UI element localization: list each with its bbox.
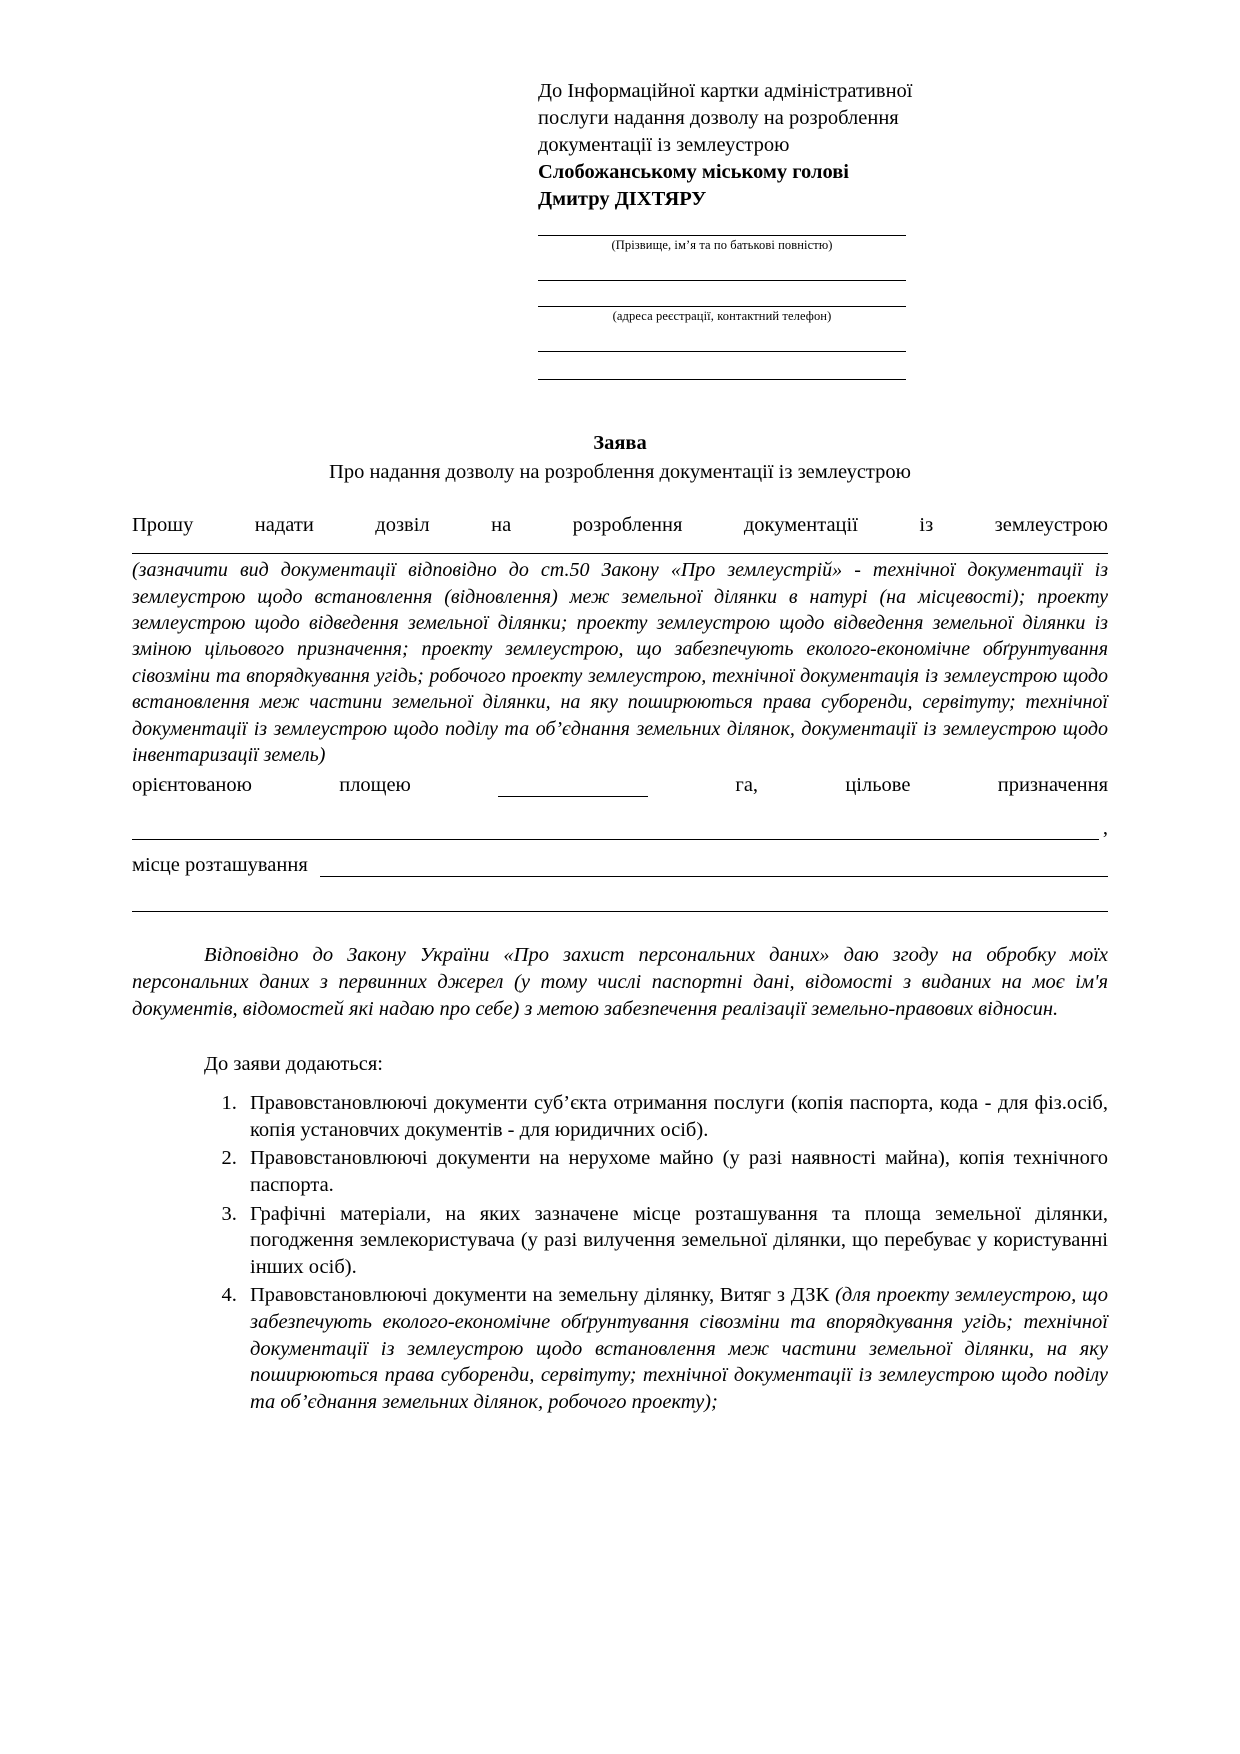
request-line: Прошу надати дозвіл на розроблення документації із землеустрою bbox=[132, 514, 1108, 537]
list-item bbox=[242, 1201, 1108, 1281]
header-line-2: послуги надання дозволу на розроблення bbox=[538, 107, 899, 130]
purpose-label-2: призначення bbox=[997, 774, 1109, 797]
area-unit: га, bbox=[735, 774, 759, 797]
purpose-value-field[interactable] bbox=[132, 820, 1099, 840]
attachment-text: Графічні матеріали, на яких зазначене місце розташування та площа земельної ділянки, погодження землекористувача (у разі вилучення земельної ділянки, що перебуває у користуванні інших осіб). bbox=[250, 1202, 1108, 1278]
area-value-field[interactable] bbox=[498, 778, 648, 797]
area-label-2: площею bbox=[339, 774, 411, 797]
location-label: місце розташування bbox=[132, 854, 308, 877]
area-label-1: орієнтованою bbox=[132, 774, 252, 797]
doc-type-field[interactable] bbox=[132, 553, 1108, 554]
location-row-2 bbox=[132, 891, 1108, 911]
applicant-address-caption: (адреса реєстрації, контактний телефон) bbox=[612, 309, 832, 324]
applicant-name-field-2[interactable] bbox=[538, 280, 1108, 281]
addressee-block bbox=[538, 78, 1108, 213]
location-field-2[interactable] bbox=[132, 891, 1108, 911]
purpose-label-1: цільове bbox=[845, 774, 911, 797]
addressee-person-line: Дмитру ДІХТЯРУ bbox=[538, 188, 707, 211]
attachments-heading: До заяви додаються: bbox=[204, 1052, 383, 1075]
list-item bbox=[242, 1282, 1108, 1415]
location-field[interactable] bbox=[320, 857, 1108, 877]
list-item bbox=[242, 1090, 1108, 1143]
header-line-3: документації із землеустрою bbox=[538, 134, 790, 157]
attachment-text: Правовстановлюючі документи на земельну ділянку, Витяг з ДЗК bbox=[250, 1284, 836, 1307]
attachment-text: Правовстановлюючі документи на нерухоме майно (у разі наявності майна), копія технічного паспорта. bbox=[250, 1147, 1108, 1196]
applicant-address-field-2[interactable] bbox=[538, 351, 1108, 352]
document-subtitle: Про надання дозволу на розроблення документації із землеустрою bbox=[329, 461, 911, 484]
applicant-address-field-3[interactable] bbox=[538, 379, 1108, 380]
purpose-value-row bbox=[132, 817, 1108, 840]
personal-data-consent: Відповідно до Закону України «Про захист персональних даних» даю згоду на обробку моїх персональних даних з первинних джерел (у тому числі паспортні дані, відомості з виданих на моє ім'я документів, відомостей які надаю про себе) з метою забезпечення реалізації земельно-правових відносин. bbox=[132, 943, 1108, 1020]
doc-types-note: (зазначити вид документації відповідно до ст.50 Закону «Про землеустрій» - технічної документації із землеустрою щодо встановлення (відновлення) меж земельної ділянки в натурі (на місцевості); проекту землеустрою щодо відведення земельної ділянки; проекту землеустрою щодо відведення земельної ділянки із зміною цільового призначення; проекту землеустрою, що забезпечують еколого-економічне обґрунтування сівозміни та впорядкування угідь; робочого проекту землеустрою, технічної документація із землеустрою щодо встановлення меж частини земельної ділянки, на яку поширюються права суборенди, сервітуту; технічної документації із землеустрою щодо поділу та об’єднання земельних ділянок, документації із землеустрою щодо інвентаризації земель) bbox=[132, 559, 1108, 766]
applicant-name-caption: (Прізвище, ім’я та по батькові повністю) bbox=[611, 238, 833, 253]
list-item bbox=[242, 1145, 1108, 1198]
purpose-comma: , bbox=[1102, 817, 1108, 840]
attachment-text: Правовстановлюючі документи суб’єкта отримання послуги (копія паспорта, кода - для фіз.осіб, копія установчих документів - для юридичних осіб). bbox=[250, 1091, 1108, 1141]
addressee-name-line: Слобожанському міському голові bbox=[538, 161, 850, 184]
attachments-list bbox=[132, 1090, 1108, 1416]
applicant-name-field[interactable] bbox=[538, 235, 1108, 236]
location-row bbox=[132, 854, 1108, 877]
area-purpose-line bbox=[132, 774, 1108, 797]
attachment-italic: (для проекту землеустрою, що забезпечують еколого-економічне обґрунтування сівозміни та впорядкування угідь; технічної документації із землеустрою щодо встановлення меж частини земельної ділянки, на яку поширюються права суборенди, сервітуту; технічної документації із землеустрою щодо поділу та об’єднання земельних ділянок, робочого проекту); bbox=[250, 1284, 1109, 1414]
header-line-1: До Інформаційної картки адміністративної bbox=[538, 80, 913, 102]
applicant-address-field[interactable] bbox=[538, 306, 1108, 307]
document-title: Заява bbox=[593, 432, 647, 455]
